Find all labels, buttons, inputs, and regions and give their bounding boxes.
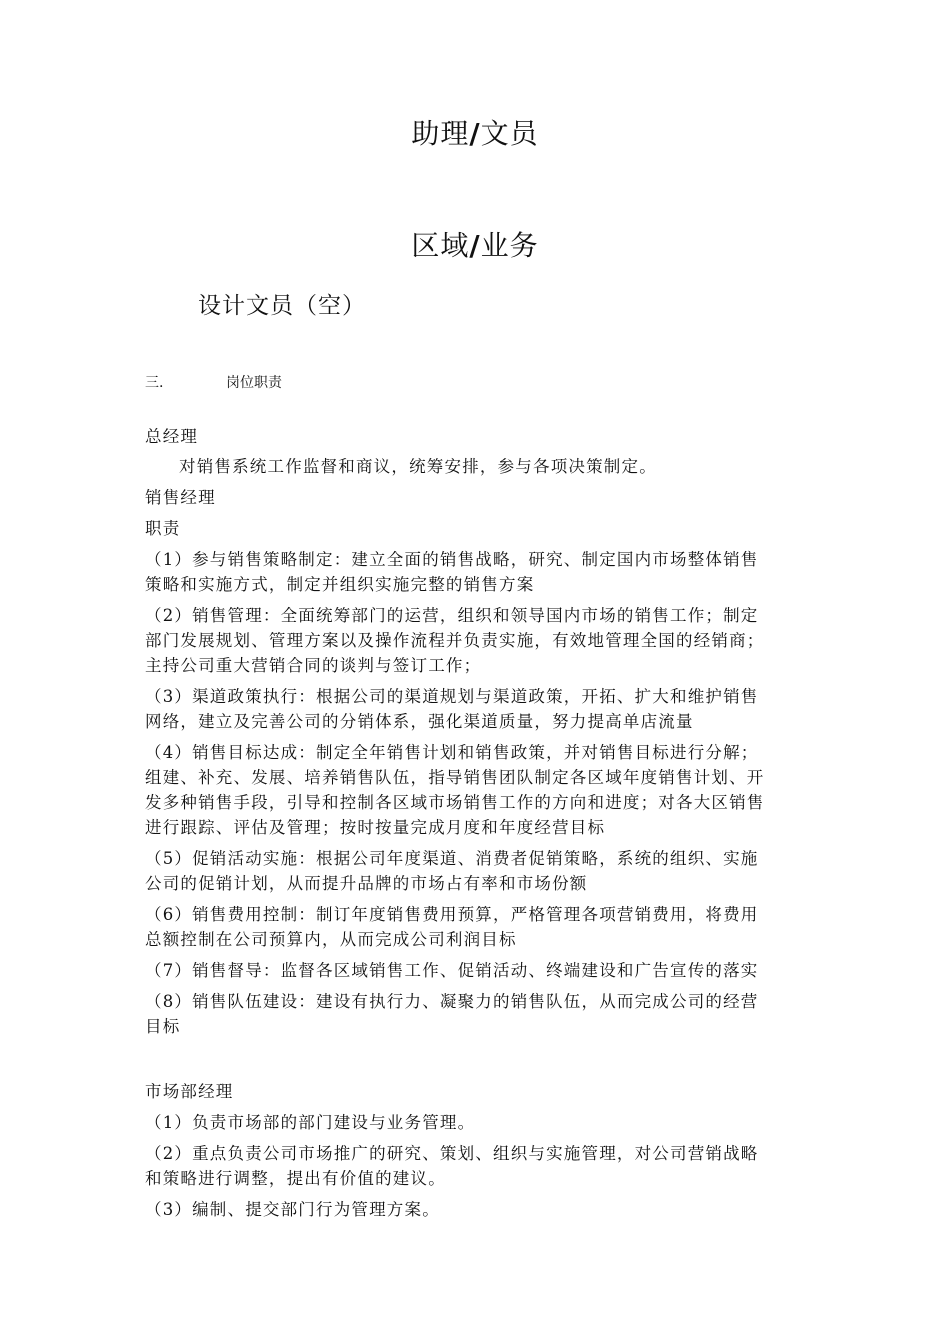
title-assistant-clerk — [0, 112, 950, 152]
title-region-part1: 区域 — [411, 229, 470, 262]
sales-duty-5-line-1: （5）促销活动实施：根据公司年度渠道、消费者促销策略，系统的组织、实施 — [145, 849, 759, 868]
sales-duty-8-line-1: （8）销售队伍建设：建设有执行力、凝聚力的销售队伍，从而完成公司的经营 — [145, 992, 759, 1011]
sales-duty-4-line-4: 进行跟踪、评估及管理；按时按量完成月度和年度经营目标 — [145, 818, 606, 837]
sales-duty-4-line-1: （4）销售目标达成：制定全年销售计划和销售政策，并对销售目标进行分解； — [145, 743, 759, 762]
sales-duty-2-line-3: 主持公司重大营销合同的谈判与签订工作； — [145, 656, 482, 675]
sales-duty-1-line-2: 策略和实施方式，制定并组织实施完整的销售方案 — [145, 575, 535, 594]
title-design-clerk: 设计文员（空） — [198, 293, 366, 319]
sales-duty-8-line-2: 目标 — [145, 1017, 181, 1036]
title-region-business — [0, 224, 950, 264]
marketing-manager-heading: 市场部经理 — [145, 1082, 234, 1101]
sales-manager-duty-label: 职责 — [145, 519, 181, 538]
sales-duty-5-line-2: 公司的促销计划，从而提升品牌的市场占有率和市场份额 — [145, 874, 588, 893]
sales-duty-3-line-1: （3）渠道政策执行：根据公司的渠道规划与渠道政策，开拓、扩大和维护销售 — [145, 687, 759, 706]
marketing-duty-3-line-1: （3）编制、提交部门行为管理方案。 — [145, 1200, 440, 1219]
title-region-slash: / — [469, 229, 481, 262]
sales-duty-3-line-2: 网络，建立及完善公司的分销体系，强化渠道质量，努力提高单店流量 — [145, 712, 694, 731]
sales-manager-heading: 销售经理 — [145, 488, 216, 507]
marketing-duty-1-line-1: （1）负责市场部的部门建设与业务管理。 — [145, 1113, 476, 1132]
general-manager-heading: 总经理 — [145, 427, 199, 446]
general-manager-duty: 对销售系统工作监督和商议，统筹安排，参与各项决策制定。 — [179, 457, 657, 476]
sales-duty-2-line-2: 部门发展规划、管理方案以及操作流程并负责实施，有效地管理全国的经销商； — [145, 631, 765, 650]
title-assistant-part2: 文员 — [480, 117, 539, 150]
title-region-part2: 业务 — [480, 229, 539, 262]
sales-duty-1-line-1: （1）参与销售策略制定：建立全面的销售战略，研究、制定国内市场整体销售 — [145, 550, 759, 569]
sales-duty-7-line-1: （7）销售督导：监督各区域销售工作、促销活动、终端建设和广告宣传的落实 — [145, 961, 759, 980]
section-title: 岗位职责 — [226, 375, 282, 391]
marketing-duty-2-line-1: （2）重点负责公司市场推广的研究、策划、组织与实施管理，对公司营销战略 — [145, 1144, 759, 1163]
sales-duty-2-line-1: （2）销售管理：全面统筹部门的运营，组织和领导国内市场的销售工作；制定 — [145, 606, 759, 625]
sales-duty-4-line-3: 发多种销售手段，引导和控制各区域市场销售工作的方向和进度；对各大区销售 — [145, 793, 765, 812]
sales-duty-6-line-2: 总额控制在公司预算内，从而完成公司利润目标 — [145, 930, 517, 949]
sales-duty-4-line-2: 组建、补充、发展、培养销售队伍，指导销售团队制定各区域年度销售计划、开 — [145, 768, 765, 787]
title-assistant-part1: 助理 — [411, 117, 470, 150]
title-assistant-slash: / — [469, 117, 481, 150]
section-number: 三. — [145, 375, 164, 391]
marketing-duty-2-line-2: 和策略进行调整，提出有价值的建议。 — [145, 1169, 446, 1188]
sales-duty-6-line-1: （6）销售费用控制：制订年度销售费用预算，严格管理各项营销费用，将费用 — [145, 905, 759, 924]
